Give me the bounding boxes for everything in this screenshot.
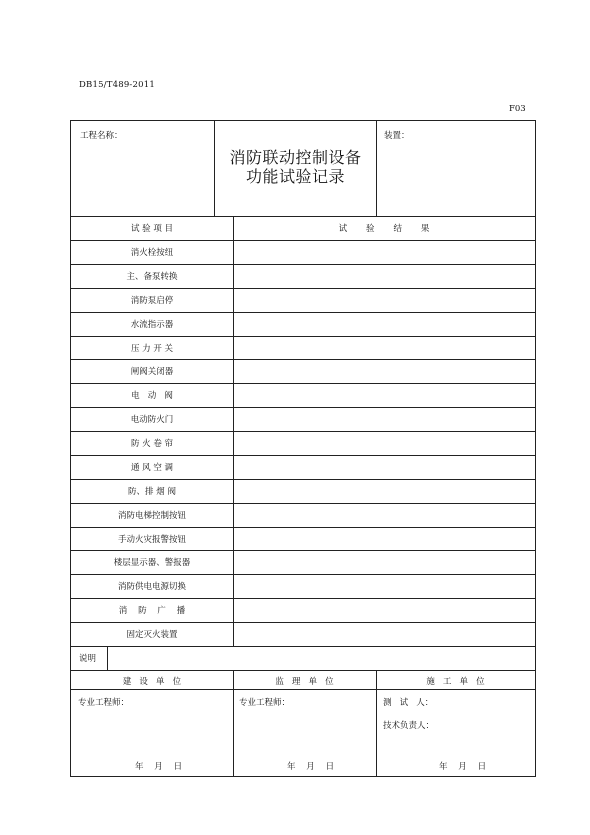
test-result-cell[interactable] — [234, 265, 535, 288]
column-header-result: 试 验 结 果 — [338, 224, 430, 234]
tester-label: 测 试 人： — [383, 698, 434, 708]
test-result-cell[interactable] — [234, 504, 535, 527]
test-item-label: 固定灭火装置 — [126, 630, 178, 641]
test-result-cell[interactable] — [234, 289, 535, 312]
test-item-label: 消 防 广 播 — [118, 606, 186, 617]
test-item-label: 手动火灾报警按钮 — [117, 534, 186, 545]
test-result-cell[interactable] — [234, 313, 535, 336]
column-header-item: 试 验 项 目 — [130, 224, 174, 234]
test-result-cell[interactable] — [234, 384, 535, 407]
test-result-cell[interactable] — [234, 551, 535, 574]
test-item-label: 水流指示器 — [130, 319, 174, 330]
test-item-label: 楼层显示器、警报器 — [113, 558, 191, 569]
construction-date: 年 月 日 — [135, 762, 183, 772]
contractor-unit-header: 施 工 单 位 — [426, 677, 485, 687]
contractor-date: 年 月 日 — [439, 762, 487, 772]
test-item-label: 通 风 空 调 — [130, 462, 174, 473]
supervision-date: 年 月 日 — [287, 762, 335, 772]
supervision-unit-header: 监 理 单 位 — [275, 677, 334, 687]
form-title — [214, 148, 377, 186]
test-item-label: 闸阀关闭器 — [130, 367, 174, 378]
test-item-label: 电动防火门 — [130, 415, 174, 426]
tech-lead-label: 技术负责人： — [383, 721, 435, 731]
test-result-cell[interactable] — [234, 528, 535, 551]
test-result-cell[interactable] — [234, 360, 535, 383]
test-item-label: 电 动 阀 — [131, 391, 173, 402]
test-result-cell[interactable] — [234, 241, 535, 264]
form-title-line1: 消防联动控制设备 — [229, 148, 362, 167]
project-name-label: 工程名称： — [80, 131, 123, 141]
test-item-label: 压 力 开 关 — [130, 343, 174, 354]
record-form — [70, 120, 536, 777]
test-item-label: 主、备泵转换 — [126, 271, 178, 282]
test-result-cell[interactable] — [234, 408, 535, 431]
test-result-cell[interactable] — [234, 480, 535, 503]
test-item-label: 消防供电电源切换 — [117, 582, 186, 593]
test-result-cell[interactable] — [234, 575, 535, 598]
test-result-cell[interactable] — [234, 337, 535, 360]
test-result-cell[interactable] — [234, 599, 535, 622]
test-item-label: 防、排 烟 阀 — [128, 486, 176, 497]
form-code: F03 — [509, 104, 526, 114]
test-result-cell[interactable] — [234, 456, 535, 479]
device-label: 装置： — [384, 131, 410, 141]
test-result-cell[interactable] — [234, 623, 535, 646]
document-code: DB15/T489-2011 — [79, 80, 155, 90]
test-item-label: 防 火 卷 帘 — [130, 439, 174, 450]
test-item-label: 消火栓按纽 — [130, 248, 174, 258]
form-title-line2: 功能试验记录 — [245, 167, 345, 186]
construction-engineer-label: 专业工程师： — [78, 698, 130, 708]
supervision-engineer-label: 专业工程师： — [239, 698, 291, 708]
test-item-label: 消防电梯控制按钮 — [117, 510, 186, 521]
construction-unit-header: 建 设 单 位 — [122, 677, 182, 687]
test-item-label: 消防泵启停 — [130, 295, 174, 306]
test-result-cell[interactable] — [234, 432, 535, 455]
remark-label: 说明 — [79, 654, 97, 664]
